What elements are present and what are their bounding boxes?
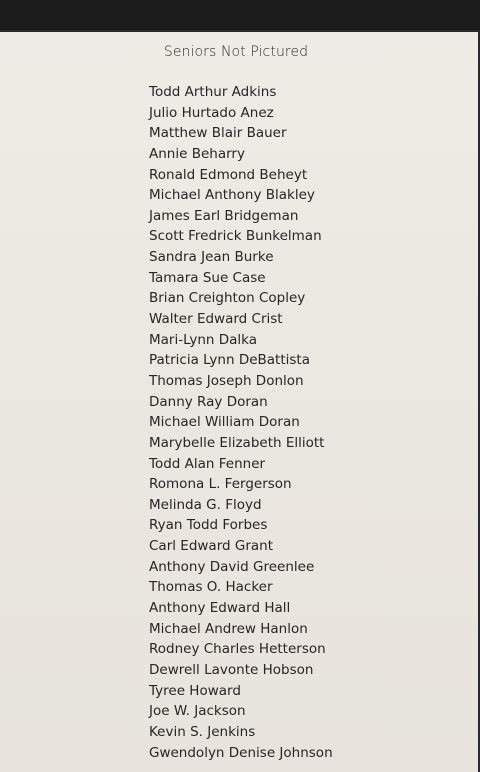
senior-name: Danny Ray Doran (149, 393, 268, 410)
senior-name: Marybelle Elizabeth Elliott (149, 434, 325, 451)
senior-name: James Earl Bridgeman (149, 207, 299, 224)
senior-name: Carl Edward Grant (149, 538, 274, 555)
senior-name: Anthony David Greenlee (149, 558, 315, 575)
senior-name: Melinda G. Floyd (149, 496, 262, 513)
senior-name: Kevin S. Jenkins (149, 723, 256, 740)
senior-name: Michael William Doran (149, 414, 300, 431)
senior-name: Annie Beharry (149, 145, 245, 162)
senior-name: Rodney Charles Hetterson (149, 641, 326, 658)
yearbook-sheet (0, 30, 480, 772)
page-title: Seniors Not Pictured (163, 44, 309, 60)
senior-name: Tamara Sue Case (149, 269, 266, 286)
senior-name: Todd Arthur Adkins (149, 84, 277, 100)
senior-name: Dewrell Lavonte Hobson (149, 661, 314, 678)
senior-name: Ronald Edmond Beheyt (149, 166, 308, 183)
senior-name: Mari-Lynn Dalka (149, 331, 258, 348)
senior-name: Brian Creighton Copley (149, 290, 306, 307)
names-list (149, 82, 333, 763)
senior-name: Thomas O. Hacker (149, 579, 273, 596)
senior-name: Romona L. Fergerson (149, 476, 292, 493)
senior-name: Joe W. Jackson (149, 703, 246, 720)
senior-name: Gwendolyn Denise Johnson (149, 744, 333, 761)
senior-name: Julio Hurtado Anez (149, 104, 274, 121)
senior-name: Scott Fredrick Bunkelman (149, 228, 322, 245)
senior-name: Thomas Joseph Donlon (149, 372, 304, 389)
senior-name: Todd Alan Fenner (149, 455, 266, 472)
senior-name: Matthew Blair Bauer (149, 125, 287, 142)
senior-name: Sandra Jean Burke (149, 249, 274, 266)
senior-name: Patricia Lynn DeBattista (149, 352, 310, 369)
senior-name: Ryan Todd Forbes (149, 517, 268, 534)
senior-name: Michael Anthony Blakley (149, 187, 315, 204)
senior-name: Tyree Howard (149, 682, 241, 699)
senior-name: Michael Andrew Hanlon (149, 620, 308, 637)
senior-name: Anthony Edward Hall (149, 600, 291, 617)
senior-name: Walter Edward Crist (149, 311, 283, 328)
